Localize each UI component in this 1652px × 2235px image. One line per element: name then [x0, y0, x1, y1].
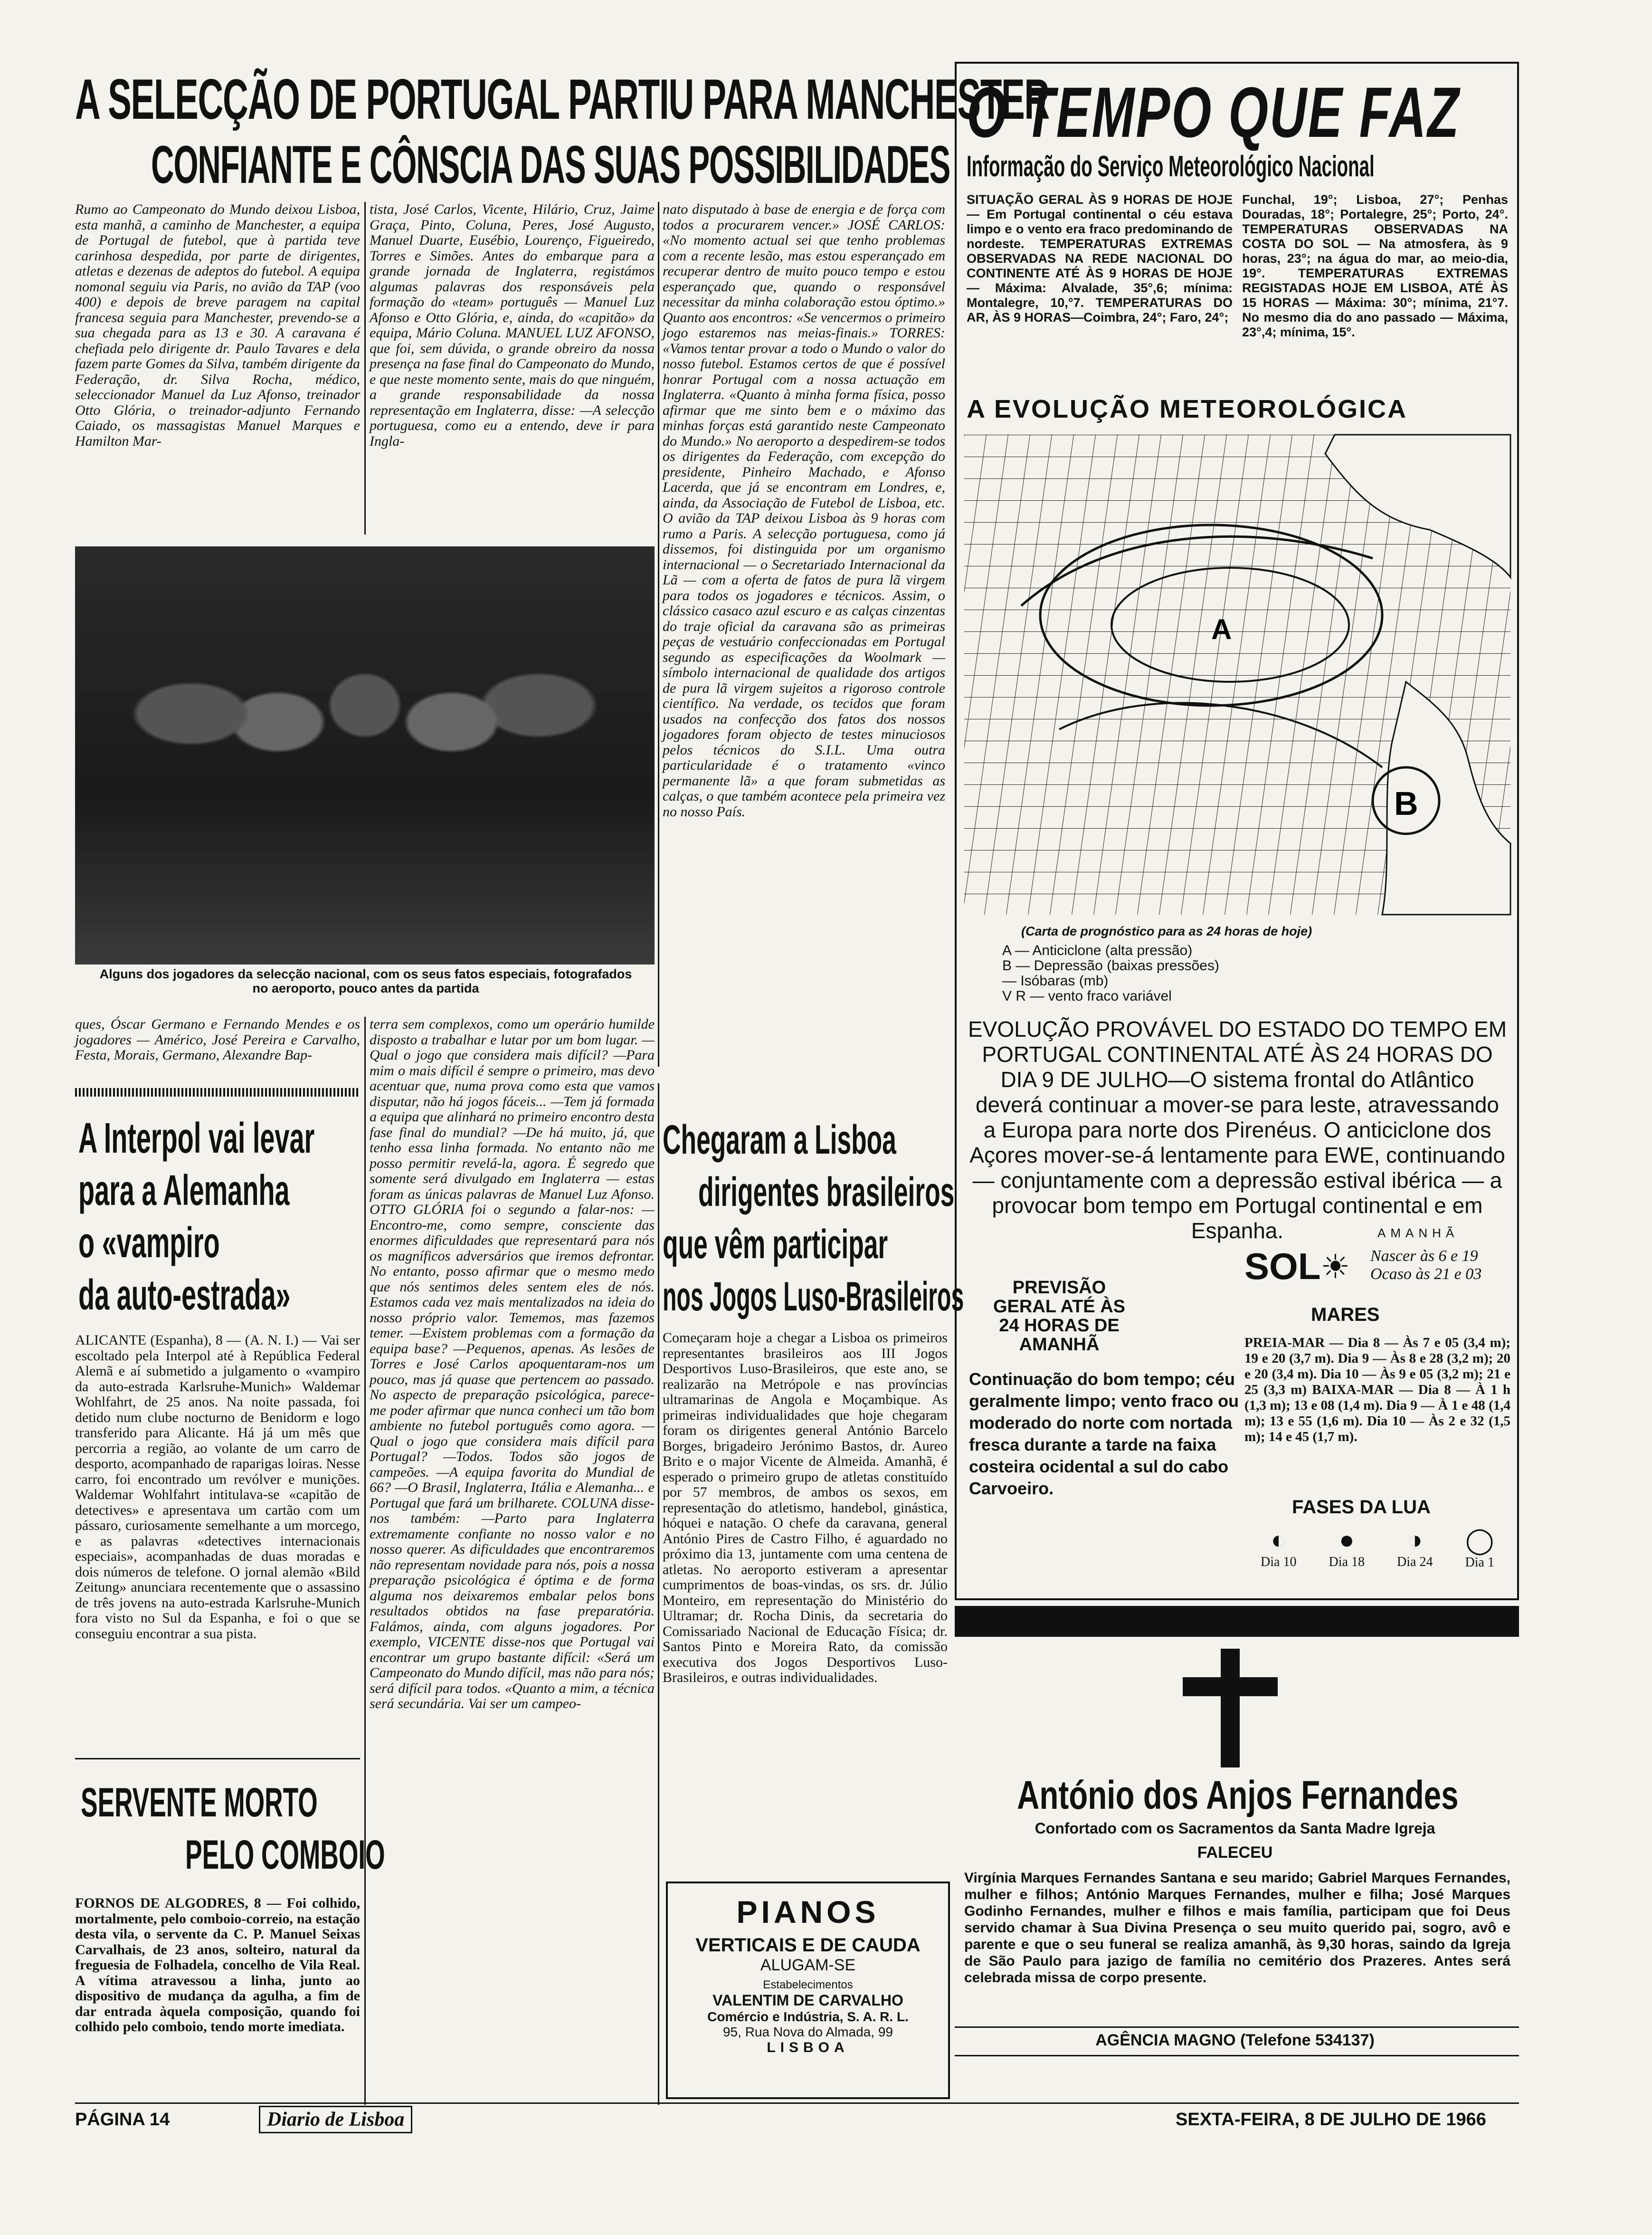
main-story-col1: Rumo ao Campeonato do Mundo deixou Lisboa, esta manhã, a caminho de Manchester, a equipa de Portugal de futebol, que à partida teve carinhosa despedida, por parte de dirigentes, atletas e dezenas de adeptos do futebol. A equipa nomonal seguiu via Paris, no avião da TAP (voo 400) e depois de breve paragem na capital francesa seguia para Manchester, prevendo-se a sua chegada para as 13 e 30. A caravana é chefiada pelo dirigente dr. Paulo Tavares e dela fazem parte Gomes da Silva, também dirigente da Federação, dr. Silva Rocha, médico, seleccionador Manuel da Luz Afonso, treinador Otto Glória, o treinador-adjunto Fernando Caiado, os massagistas Manuel Marques e Hamilton Mar-: [75, 201, 360, 449]
mares-label: MARES: [1311, 1304, 1380, 1325]
obituary-faleceu: FALECEU: [1197, 1843, 1273, 1862]
moon-icon: ◯: [1465, 1526, 1494, 1555]
main-headline-1: A SELECÇÃO DE PORTUGAL PARTIU PARA MANCHESTER: [75, 67, 1049, 131]
servente-body: FORNOS DE ALGODRES, 8 — Foi colhido, mortalmente, pelo comboio-correio, na estação desta vila, o servente da C. P. Manuel Seixas Carvalhais, de 23 anos, solteiro, natural da freguesia de Folhadela, concelho de Vila Real. A vítima atravessou a linha, junto ao dispositivo de mudança da agulha, a fim de dar entrada àquela composição, quando foi colhido pelo comboio, tendo morte imediata.: [75, 1895, 360, 2034]
weather-title: O TEMPO QUE FAZ: [967, 72, 1461, 152]
obituary-name: António dos Anjos Fernandes: [1017, 1773, 1459, 1817]
moon-icon: ◑: [1407, 1526, 1423, 1554]
previsao-title: PREVISÃO GERAL ATÉ ÀS 24 HORAS DE AMANHÃ: [993, 1278, 1125, 1355]
section-divider: [75, 1088, 360, 1097]
main-story-col1b: ques, Óscar Germano e Fernando Mendes e os jogadores — Américo, José Pereira e Carvalho, Festa, Morais, Germano, Alexandre Bap-: [75, 1016, 360, 1063]
mares-text: PREIA-MAR — Dia 8 — Às 7 e 05 (3,4 m); 19 e 20 (3,7 m). Dia 9 — Às 8 e 28 (3,2 m); 20 e 20 (3,4 m). Dia 10 — Às 9 e 05 (3,2 m); 21 e 25 (3,3 m) BAIXA-MAR — Dia 8 — À 1 h (1,3 m); 13 e 08 (1,4 m). Dia 9 — À 1 e 48 (1,4 m); 13 e 55 (1,6 m). Dia 10 — Às 2 e 32 (1,5 m); 14 e 45 (1,7 m).: [1244, 1335, 1510, 1444]
map-legend: A — Anticiclone (alta pressão) B — Depressão (baixas pressões) — Isóbaras (mb) V R — vento fraco variável: [1002, 943, 1219, 1004]
moon-icon: ●: [1339, 1526, 1355, 1554]
obituary-text: Virgínia Marques Fernandes Santana e seu marido; Gabriel Marques Fernandes, mulher e filhos; António Marques Fernandes, mulher e filha; José Marques Godinho Fernandes, mulher e filhos e mais família, participam que foi Deus servido chamar à Sua Divina Presença o seu muito querido pai, sogro, avô e parente e que o seu funeral se realiza amanhã, às 9,30 horas, saindo da Igreja de São Paulo para jazigo de família no cemitério dos Prazeres. Antes será celebrada missa de corpo presente.: [964, 1870, 1510, 1986]
evolution-text: EVOLUÇÃO PROVÁVEL DO ESTADO DO TEMPO EM PORTUGAL CONTINENTAL ATÉ ÀS 24 HORAS DO DIA 9 DE JULHO—O sistema frontal do Atlântico deverá continuar a mover-se para leste, atravessando a Europa para norte dos Pirenéus. O anticiclone dos Açores mover-se-á lentamente para EWE, continuando — conjuntamente com a depressão estival ibérica — a provocar bom tempo em Portugal continental e em Espanha.: [968, 1017, 1507, 1243]
evolucao-title: A EVOLUÇÃO METEOROLÓGICA: [967, 395, 1408, 423]
interpol-body: ALICANTE (Espanha), 8 — (A. N. I.) — Vai ser escoltado pela Interpol até à República Federal Alemã e aí submetido a julgamento o «vampiro da auto-estrada Karlsruhe-Munich» Waldemar Wohlfahrt, de 25 anos. Na noite passada, foi detido num clube nocturno de Benidorm e logo transferido para Alicante. Há já um mês que percorria a região, ao volante de um carro de desporto, acompanhado de raparigas loiras. Nesse carro, foi encontrado um revólver e munições. Waldemar Wohlfahrt intitulava-se «capitão de detectives» e apresentava um cartão com um pássaro, curiosamente semelhante a um morcego, e as palavras «detectives internacionais especiais», acompanhadas de duas moradas e dois números de telefone. O jornal alemão «Bild Zeitung» anunciara recentemente que o assassino de três jovens na auto-estrada Karlsruhe-Munich fora visto no Sul da Espanha, e foi o que se conseguiu encontrar a sua pista.: [75, 1332, 360, 1642]
photo-caption: Alguns dos jogadores da selecção nacional, com os seus fatos especiais, fotografados no aeroporto, pouco antes da partida: [99, 967, 632, 995]
brasileiros-headline: Chegaram a Lisboa dirigentes brasileiros que vêm participar nos Jogos Luso-Brasileiros: [663, 1117, 964, 1319]
sol-label: SOL: [1244, 1245, 1321, 1287]
sol-times: Nascer às 6 e 19 Ocaso às 21 e 03: [1370, 1247, 1482, 1283]
footer-date: SEXTA-FEIRA, 8 DE JULHO DE 1966: [1176, 2110, 1486, 2130]
cross-icon: [1173, 1649, 1287, 1767]
svg-text:B: B: [1394, 785, 1418, 822]
main-story-col2b: terra sem complexos, como um operário humilde disposto a trabalhar e lutar por um bom lugar. —Qual o jogo que considera mais difícil? —Para mim o mais difícil é sempre o primeiro, mas devo acentuar que, numa prova como esta que vamos disputar, não há jogos fáceis... —Tem já formada a equipa que alinhará no primeiro encontro desta fase final do mundial? —De há muito, já, que tenho essa linha formada. No entanto não me posso permitir revelá-la, agora. É segredo que somente será divulgado em Inglaterra — estas foram as únicas palavras de Manuel Luz Afonso. OTTO GLÓRIA foi o segundo a falar-nos: —Encontro-me, como sempre, consciente das enormes dificuldades que representará para nós os magníficos adversários que iremos defrontar. No entanto, posso afirmar que o mesmo medo que nós sentimos deles sentem eles de nós. Estamos cada vez mais mentalizados na ideia do nosso próprio valor. Tememos, mas fazemos temer. —Existem problemas com a formação da equipa base? —Pequenos, apenas. As lesões de Torres e José Carlos apoquentaram-nos um pouco, mas já quase que pertencem ao passado. No aspecto de preparação psicológica, parece-me poder afirmar que nunca conheci um tão bom ambiente no futebol português como agora. —Qual o jogo que considera mais difícil para Portugal? —Todos. Todos são jogos de campeões. —A equipa favorita do Mundial de 66? —O Brasil, Inglaterra, Itália e Alemanha... e Portugal que fará um brilharete. COLUNA disse-nos também: —Parto para Inglaterra extremamente confiante no nosso valor e no nosso querer. As dificuldades que encontraremos não representam novidade para nós, pois a nossa preparação psicológica é óptima e de forma alguma nos deixaremos embalar pelos bons resultados obtidos na fase preparatória. Falámos, ainda, com alguns jogadores. Por exemplo, VICENTE disse-nos que Portugal vai encontrar um grupo bastante difícil: «Será um Campeonato do Mundo difícil, mas não para nós; será difícil para todos. «Quanto a mim, a técnica será secundária. Vai ser um campeo-: [370, 1016, 655, 1711]
team-photo: [75, 546, 655, 965]
amanha-label: AMANHÃ: [1377, 1226, 1459, 1240]
brasileiros-body: Começaram hoje a chegar a Lisboa os primeiros representantes brasileiros aos III Jogos Desportivos Luso-Brasileiros, que este ano, se realizarão na Metrópole e nas províncias ultramarinas de Angola e Moçambique. As primeiras individualidades que hoje chegaram foram os dirigentes general António Barcelo Borges, brigadeiro Jerónimo Bastos, dr. Aureo Brito e o major Vicente de Almeida. Amanhã, é esperado o primeiro grupo de atletas constituído por 57 membros, de ambos os sexos, em representação do atletismo, handebol, ginástica, hóquei e natação. O chefe da caravana, general António Pires de Castro Filho, é aguardado no próximo dia 13, juntamente com uma centena de atletas. No aeroporto estiveram a apresentar cumprimentos de boas-vindas, os srs. dr. Júlio Monteiro, em representação do Ministério do Ultramar; dr. Rocha Dinis, da secretaria do Comissariado Nacional de Educação Física; dr. Santos Pinto e Moreira Rato, da comissão executiva dos Jogos Desportivos Luso-Brasileiros, e outras individualidades.: [663, 1330, 948, 1685]
weather-map: [964, 435, 1510, 915]
svg-text:A: A: [1211, 613, 1232, 645]
weather-left: SITUAÇÃO GERAL ÀS 9 HORAS DE HOJE — Em Portugal continental o céu estava limpo e o vento era fraco predominando de nordeste. TEMPERATURAS EXTREMAS OBSERVADAS NA REDE NACIONAL DO CONTINENTE ATÉ ÀS 9 HORAS DE HOJE — Máxima: Alvalade, 35°,6; mínima: Montalegre, 10,°7. TEMPERATURAS DO AR, ÀS 9 HORAS—Coimbra, 24°; Faro, 24°;: [967, 192, 1233, 325]
servente-headline-1: SERVENTE MORTO: [81, 1780, 318, 1825]
interpol-headline: A Interpol vai levar para a Alemanha o «vampiro da auto-estrada»: [78, 1115, 315, 1319]
footer-page: PÁGINA 14: [75, 2110, 170, 2130]
moon-phases: ◐ Dia 10 ● Dia 18 ◑ Dia 24 ◯ Dia 1: [1261, 1526, 1494, 1570]
main-story-col2: tista, José Carlos, Vicente, Hilário, Cruz, Jaime Graça, Pinto, Coluna, Peres, José Augusto, Manuel Duarte, Eusébio, Lourenço, Figueiredo, Torres e Simões. Antes do embarque para a grande jornada de Inglaterra, registámos algumas palavras dos responsáveis pela formação do «team» português — Manuel Luz Afonso e Otto Glória, e, ainda, do «capitão» da equipa, Mário Coluna. MANUEL LUZ AFONSO, que foi, sem dúvida, o grande obreiro da nossa presença na fase final do Campeonato do Mundo, e que neste momento sente, mais do que ninguém, a grande responsabilidade da nossa representação em Inglaterra, disse: —A selecção portuguesa, como eu a entendo, deve ir para Ingla-: [370, 201, 655, 449]
weather-right: Funchal, 19°; Lisboa, 27°; Penhas Douradas, 18°; Portalegre, 25°; Porto, 24°. TEMPERATURAS OBSERVADAS NA COSTA DO SOL — Na atmosfera, às 9 horas, 23°; na água do mar, ao meio-dia, 19°. TEMPERATURAS EXTREMAS REGISTADAS HOJE EM LISBOA, ATÉ ÀS 15 HORAS — Máxima: 30°; mínima, 21°7. No mesmo dia do ano passado — Máxima, 23°,4; mínima, 15°.: [1242, 192, 1508, 339]
footer-masthead: Diario de Lisboa: [259, 2106, 412, 2133]
obituary-band: [955, 1606, 1519, 1637]
obituary-sub: Confortado com os Sacramentos da Santa Madre Igreja: [1035, 1820, 1435, 1837]
main-story-col3: nato disputado à base de energia e de força com todos a procurarem vencer.» JOSÉ CARLOS: «No momento actual sei que tenho problemas com a recente lesão, mas estou esperançado em recuperar dentro de muito pouco tempo e estou esperançado que, quando o responsável necessitar da minha colaboração estou óptimo.» Quanto aos encontros: «Se vencermos o primeiro jogo estaremos nas meias-finais.» TORRES: «Vamos tentar provar a todo o Mundo o valor do nosso futebol. Estamos certos de que é possível honrar Portugal com a nossa actuação em Inglaterra. «Quanto à minha forma física, posso afirmar que me sinto bem e o máximo das minhas forças está garantido neste Campeonato do Mundo.» No aeroporto a despedirem-se todos os dirigentes da Federação, com excepção do presidente, Pinheiro Machado, e Afonso Lacerda, que já se encontram em Londres, e, ainda, da Associação de Futebol de Lisboa, etc. O avião da TAP deixou Lisboa às 9 horas com rumo a Paris. A selecção portuguesa, como já dissemos, foi distinguida por um organismo internacional — o Secretariado Internacional da Lã — com a oferta de fatos de pura lã virgem para todos os jogadores e técnicos. Assim, o clássico casaco azul escuro e as calças cinzentas do traje oficial da caravana são as primeiras peças de vestuário confeccionadas em Portugal segundo as especificações da Woolmark — símbolo internacional de qualidade dos artigos de pura lã virgem sujeitos a rigoroso controle científico. Na verdade, os tecidos que foram usados na confecção dos fatos dos nossos jogadores foram objecto de testes minuciosos pelos técnicos do S.I.L. Uma outra particularidade é o tratamento «vinco permanente lã» a que foram submetidas as calças, o que também acontece pela primeira vez no nosso País.: [663, 201, 945, 820]
main-headline-2: CONFIANTE E CÔNSCIA DAS SUAS POSSIBILIDADES: [151, 135, 950, 194]
sun-icon: ☀: [1320, 1249, 1350, 1286]
map-caption: (Carta de prognóstico para as 24 horas de hoje): [1021, 924, 1312, 938]
fases-label: FASES DA LUA: [1292, 1497, 1431, 1518]
moon-icon: ◐: [1271, 1526, 1287, 1554]
servente-headline-2: PELO COMBOIO: [185, 1832, 385, 1878]
weather-subtitle: Informação do Serviço Meteorológico Nacional: [967, 150, 1375, 183]
pianos-ad: PIANOS VERTICAIS E DE CAUDA ALUGAM-SE Estabelecimentos VALENTIM DE CARVALHO Comércio e Indústria, S. A. R. L. 95, Rua Nova do Almada, 99 LISBOA: [666, 1882, 950, 2099]
previsao-text: Continuação do bom tempo; céu geralmente limpo; vento fraco ou moderado do norte com nortada fresca durante a tarde na faixa costeira ocidental a sul do cabo Carvoeiro.: [969, 1369, 1239, 1498]
obituary-agency: AGÊNCIA MAGNO (Telefone 534137): [1095, 2031, 1375, 2049]
